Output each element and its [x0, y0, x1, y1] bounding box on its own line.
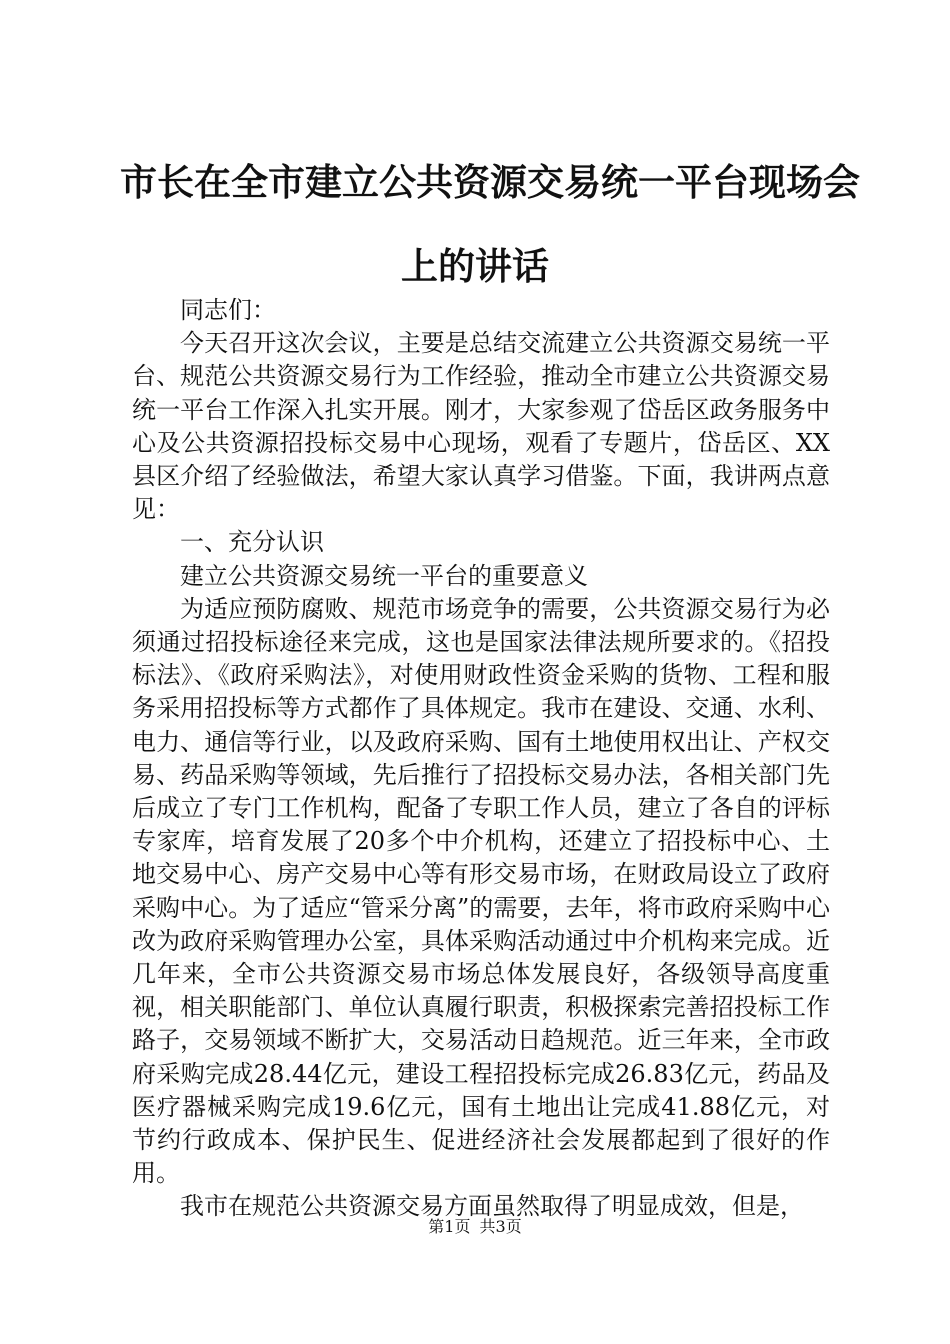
salutation: 同志们： — [180, 296, 276, 324]
document-title-line-2: 上的讲话 — [401, 245, 549, 288]
paragraph: 今天召开这次会议，主要是总结交流建立公共资源交易统一平台、规范公共资源交易行为工作经验，推动全市建立公共资源交易统一平台工作深入扎实开展。刚才，大家参观了岱岳区政务服务中心及公共资源招投标交易中心现场，观看了专题片，岱岳区、XX县区介绍了经验做法，希望大家认真学习借鉴。下面，我讲两点意见： — [132, 329, 830, 524]
paragraph: 我市在规范公共资源交易方面虽然取得了明显成效，但是， — [180, 1192, 804, 1221]
document-body — [132, 294, 830, 1224]
page-total: 共3页 — [479, 1217, 522, 1236]
page-number: 第1页 — [428, 1217, 471, 1236]
paragraph: 为适应预防腐败、规范市场竞争的需要，公共资源交易行为必须通过招投标途径来完成，这也是国家法律法规所要求的。《招投标法》、《政府采购法》，对使用财政性资金采购的货物、工程和服务采用招投标等方式都作了具体规定。我市在建设、交通、水利、电力、通信等行业，以及政府采购、国有土地使用权出让、产权交易、药品采购等领域，先后推行了招投标交易办法，各相关部门先后成立了专门工作机构，配备了专职工作人员，建立了各自的评标专家库，培育发展了20多个中介机构，还建立了招投标中心、土地交易中心、房产交易中心等有形交易市场，在财政局设立了政府采购中心。为了适应“管采分离”的需要，去年，将市政府采购中心改为政府采购管理办公室，具体采购活动通过中介机构来完成。近几年来，全市公共资源交易市场总体发展良好，各级领导高度重视，相关职能部门、单位认真履行职责，积极探索完善招投标工作路子，交易领域不断扩大，交易活动日趋规范。近三年来，全市政府采购完成28.44亿元，建设工程招投标完成26.83亿元，药品及医疗器械采购完成19.6亿元，国有土地出让完成41.88亿元，对节约行政成本、保护民生、促进经济社会发展都起到了很好的作用。 — [132, 594, 830, 1188]
section-heading: 一、充分认识 — [180, 528, 324, 557]
section-subheading: 建立公共资源交易统一平台的重要意义 — [180, 561, 588, 590]
document-title-line-1: 市长在全市建立公共资源交易统一平台现场会 — [120, 161, 860, 204]
page-footer — [0, 1214, 950, 1237]
